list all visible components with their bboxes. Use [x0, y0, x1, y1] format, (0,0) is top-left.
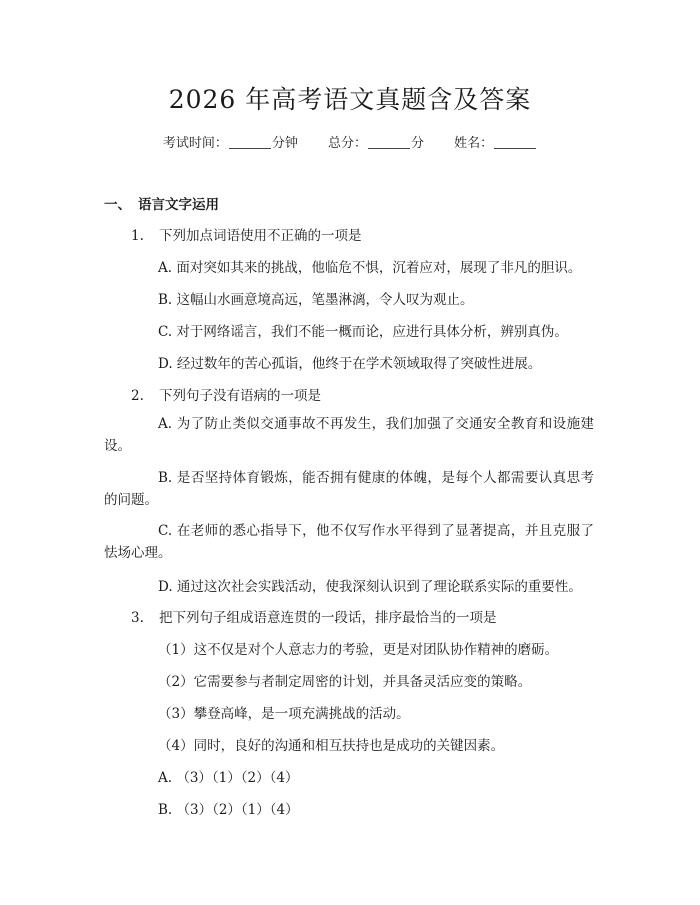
question-number: 3.	[131, 610, 144, 626]
question-1-stem	[131, 224, 362, 244]
q3-sentence-3: （3）攀登高峰，是一项充满挑战的活动。	[158, 706, 410, 722]
q1-option-b: B. 这幅山水画意境高远，笔墨淋漓，令人叹为观止。	[158, 292, 474, 308]
section-number: 一、	[104, 197, 131, 213]
question-3-stem	[131, 606, 497, 626]
total-score-label: 总分：	[327, 136, 367, 151]
q3-sentence-4: （4）同时，良好的沟通和相互扶持也是成功的关键因素。	[158, 738, 505, 754]
exam-meta	[0, 132, 700, 151]
q1-option-a: A. 面对突如其来的挑战，他临危不惧，沉着应对，展现了非凡的胆识。	[158, 260, 582, 276]
q2-option-c: C. 在老师的悉心指导下，他不仅写作水平得到了显著提高，并且克服了怯场心理。	[104, 523, 594, 561]
exam-time-unit: 分钟	[271, 136, 298, 151]
name-blank	[494, 136, 536, 149]
question-number: 1.	[131, 228, 144, 244]
question-text: 下列加点词语使用不正确的一项是	[159, 228, 362, 244]
q1-option-c: C. 对于网络谣言，我们不能一概而论，应进行具体分析，辨别真伪。	[158, 324, 568, 340]
section-heading	[104, 193, 219, 213]
q3-sentence-2: （2）它需要参与者制定周密的计划，并具备灵活应变的策略。	[158, 674, 532, 690]
question-text: 下列句子没有语病的一项是	[159, 388, 321, 404]
q1-option-d: D. 经过数年的苦心孤诣，他终于在学术领域取得了突破性进展。	[158, 356, 542, 372]
exam-time-blank	[229, 136, 271, 149]
total-score-blank	[368, 136, 410, 149]
name-label: 姓名：	[454, 136, 494, 151]
total-score-field	[328, 132, 424, 151]
question-number: 2.	[131, 388, 144, 404]
exam-time-label: 考试时间：	[162, 136, 228, 151]
section-title: 语言文字运用	[138, 197, 219, 213]
page-title: 2026 年高考语文真题含及答案	[168, 85, 532, 114]
q2-option-a: A. 为了防止类似交通事故不再发生，我们加强了交通安全教育和设施建设。	[104, 416, 594, 454]
q3-sentence-1: （1）这不仅是对个人意志力的考验，更是对团队协作精神的磨砺。	[158, 642, 559, 658]
question-2-stem	[131, 384, 321, 404]
q2-option-d: D. 通过这次社会实践活动，使我深刻认识到了理论联系实际的重要性。	[158, 579, 582, 595]
name-field	[454, 132, 537, 151]
q3-option-a: A. （3）（1）（2）（4）	[158, 770, 299, 786]
total-score-unit: 分	[411, 136, 425, 151]
q3-option-b: B. （3）（2）（1）（4）	[158, 802, 299, 818]
question-text: 把下列句子组成语意连贯的一段话，排序最恰当的一项是	[159, 610, 497, 626]
exam-time-field	[163, 132, 298, 151]
q2-option-b: B. 是否坚持体育锻炼，能否拥有健康的体魄，是每个人都需要认真思考的问题。	[104, 470, 594, 508]
